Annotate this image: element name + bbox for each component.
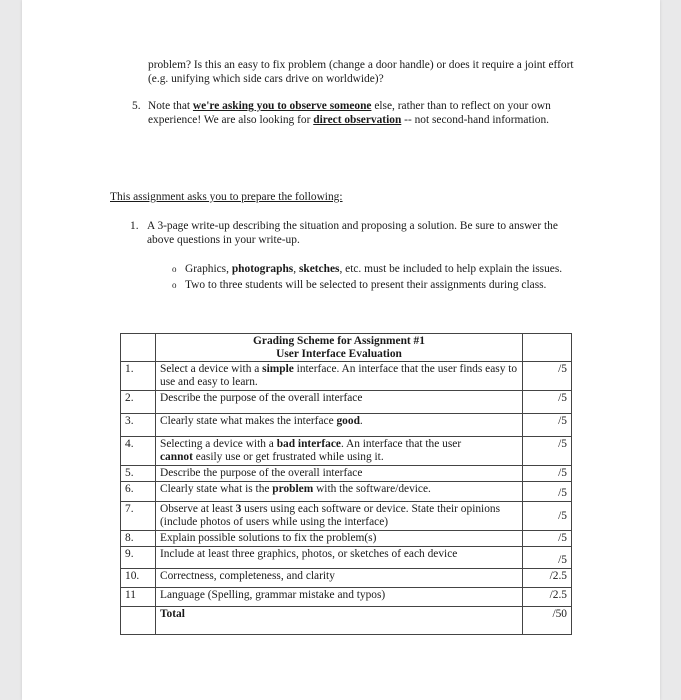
table-row: 9. Include at least three graphics, photos, or sketches of each device /5 [121,547,572,569]
total-label: Total [156,607,523,635]
intro-paragraph: problem? Is this an easy to fix problem (change a door handle) or does it require a joint effort (e.g. unifying which side cars drive on worldwide)? [148,59,574,86]
criterion-cell: Clearly state what makes the interface good. [156,414,523,437]
points-cell: /5 [523,466,572,482]
table-row: 2. Describe the purpose of the overall interface /5 [121,391,572,414]
table-header-row [121,334,572,362]
total-points: /50 [523,607,572,635]
criterion-cell: Correctness, completeness, and clarity [156,569,523,588]
criterion-cell: Selecting a device with a bad interface. An interface that the user cannot easily use or get frustrated while using it. [156,437,523,466]
criterion-cell: Include at least three graphics, photos, or sketches of each device [156,547,523,569]
criterion-cell: Language (Spelling, grammar mistake and typos) [156,588,523,607]
bullet-item: o Graphics, photographs, sketches, etc. must be included to help explain the issues. [172,263,563,275]
points-cell: /2.5 [523,588,572,607]
table-row: 10. Correctness, completeness, and clarity /2.5 [121,569,572,588]
criterion-cell: Select a device with a simple interface. An interface that the user finds easy to use and easy to learn. [156,362,523,391]
table-title: Grading Scheme for Assignment #1 User Interface Evaluation [156,334,523,362]
list-item-text: A 3-page write-up describing the situation and proposing a solution. Be sure to answer the above questions in your write-up. [147,220,558,247]
document-page [22,0,660,700]
points-cell: /5 [523,547,572,569]
points-cell: /5 [523,414,572,437]
points-cell: /5 [523,362,572,391]
list-item-number: 1. [130,220,139,232]
underlined-phrase: we're asking you to observe someone [192,100,372,112]
table-row: 5. Describe the purpose of the overall interface /5 [121,466,572,482]
bullet-circle-icon: o [172,280,177,291]
points-cell: /5 [523,482,572,502]
table-row: 1. Select a device with a simple interface. An interface that the user finds easy to use and easy to learn. /5 [121,362,572,391]
list-item-text: Note that we're asking you to observe someone else, rather than to reflect on your own experience! We are also looking for direct observation -- not second-hand information. [148,100,551,127]
table-row: 6. Clearly state what is the problem with the software/device. /5 [121,482,572,502]
bullet-item: o Two to three students will be selected to present their assignments during class. [172,279,547,292]
bullet-list [172,262,572,292]
table-row: 7. Observe at least 3 users using each software or device. State their opinions (include photos of users while using the interface) /5 [121,502,572,531]
points-cell: /2.5 [523,569,572,588]
points-cell: /5 [523,502,572,531]
assignment-heading: This assignment asks you to prepare the following: [110,191,343,203]
criterion-cell: Clearly state what is the problem with the software/device. [156,482,523,502]
points-cell: /5 [523,531,572,547]
criterion-cell: Describe the purpose of the overall interface [156,466,523,482]
criterion-cell: Observe at least 3 users using each software or device. State their opinions (include photos of users while using the interface) [156,502,523,531]
points-cell: /5 [523,391,572,414]
table-row: 4. Selecting a device with a bad interface. An interface that the user cannot easily use or get frustrated while using it. /5 [121,437,572,466]
table-row: 8. Explain possible solutions to fix the problem(s) /5 [121,531,572,547]
table-total-row [121,607,572,635]
criterion-cell: Explain possible solutions to fix the problem(s) [156,531,523,547]
underlined-phrase: direct observation [313,114,402,127]
list-item-number: 5. [132,100,141,112]
table-row: 11 Language (Spelling, grammar mistake and typos) /2.5 [121,588,572,607]
bullet-circle-icon: o [172,264,177,274]
grading-table [120,333,572,635]
criterion-cell: Describe the purpose of the overall interface [156,391,523,414]
points-cell: /5 [523,437,572,466]
table-row: 3. Clearly state what makes the interface good. /5 [121,414,572,437]
